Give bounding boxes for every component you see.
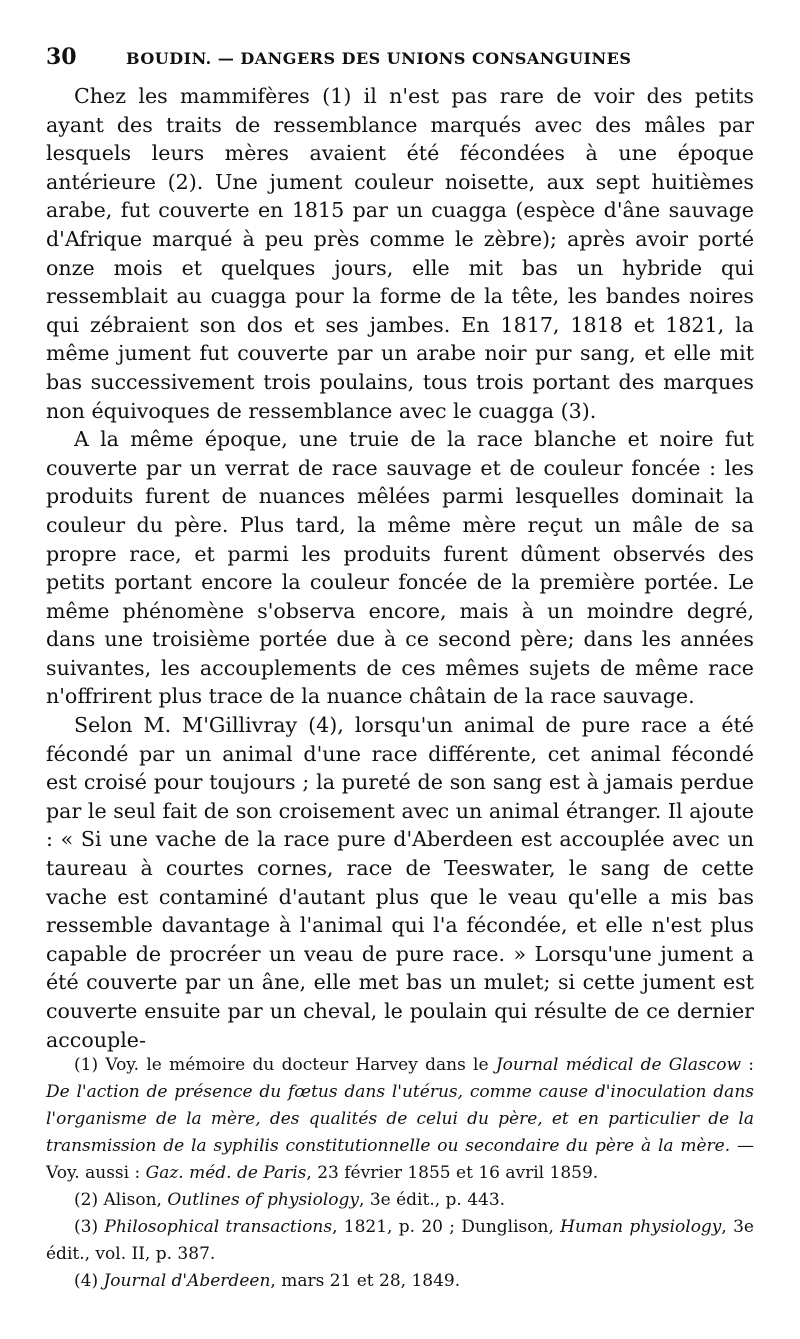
footnote-1-text-g: , 23 février 1855 et 16 avril 1859.: [306, 1163, 599, 1183]
footnote-4-text-a: (4): [74, 1271, 104, 1291]
footnote-2: [46, 1187, 754, 1214]
footnote-1-text-e: — Voy. aussi :: [46, 1136, 755, 1183]
footnote-4: [46, 1268, 754, 1295]
running-title: BOUDIN. — DANGERS DES UNIONS CONSANGUINES: [126, 49, 632, 68]
footnote-3-text-a: (3): [74, 1217, 105, 1237]
footnote-3-title-2: Human physiology: [560, 1217, 722, 1237]
footnote-1-journal: Journal médical de Glascow: [495, 1055, 741, 1075]
footnote-3-text-e: , 3e édit., vol. II, p. 387.: [46, 1217, 754, 1264]
footnote-2-title: Outlines of physiology: [167, 1190, 360, 1210]
paragraph-sow: A la même époque, une truie de la race blanche et noire fut couverte par un verrat de race sauvage et de couleur foncée : les produits furent de nuances mêlées parmi lesquelles dominait la couleur du père. Plus tard, la même mère reçut un mâle de sa propre race, et parmi les produits furent dûment observés des petits portant encore la couleur foncée de la première portée. Le même phénomène s'observa encore, mais à un moindre degré, dans une troisième portée due à ce second père; dans les années suivantes, les accouplements de ces mêmes sujets de même race n'offrirent plus trace de la nuance châtain de la race sauvage.: [46, 427, 754, 709]
footnote-1-text-c: :: [741, 1055, 754, 1075]
footnote-3: [46, 1214, 754, 1268]
footnote-2-text-a: (2) Alison,: [74, 1190, 168, 1210]
footnote-3-title-1: Philosophical transactions: [104, 1217, 333, 1237]
footnote-2-text-c: , 3e édit., p. 443.: [359, 1190, 506, 1210]
page-header: [46, 44, 766, 74]
footnote-1: [46, 1052, 754, 1187]
paragraph-mgillivray: Selon M. M'Gillivray (4), lorsqu'un animal de pure race a été fécondé par un animal d'une race différente, cet animal fécondé est croisé pour toujours ; la pureté de son sang est à jamais perdue par le seul fait de son croisement avec un animal étranger. Il ajoute : « Si une vache de la race pure d'Aberdeen est accouplée avec un taureau à courtes cornes, race de Teeswater, le sang de cette vache est contaminé d'autant plus que le veau qu'elle a mis bas ressemble davantage à l'animal qui l'a fécondée, et elle n'est plus capable de procréer un veau de pure race. » Lorsqu'une jument a été couverte par un âne, elle met bas un mulet; si cette jument est couverte ensuite par un cheval, le poulain qui résulte de ce dernier accouple-: [46, 713, 754, 1052]
footnotes: [46, 1052, 754, 1295]
paragraph-mammals: Chez les mammifères (1) il n'est pas rare de voir des petits ayant des traits de ressemblance marqués avec des mâles par lesquels leurs mères avaient été fécondées à une époque antérieure (2). Une jument couleur noisette, aux sept huitièmes arabe, fut couverte en 1815 par un cuagga (espèce d'âne sauvage d'Afrique marqué à peu près comme le zèbre); après avoir porté onze mois et quelques jours, elle mit bas un hybride qui ressemblait au cuagga pour la forme de la tête, les bandes noires qui zébraient son dos et ses jambes. En 1817, 1818 et 1821, la même jument fut couverte par un arabe noir pur sang, et elle mit bas successivement trois poulains, tous trois portant des marques non équivoques de ressemblance avec le cuagga (3).: [46, 84, 754, 423]
page-number: 30: [46, 44, 77, 70]
footnote-4-title: Journal d'Aberdeen: [103, 1271, 271, 1291]
footnote-4-text-c: , mars 21 et 28, 1849.: [270, 1271, 461, 1291]
footnote-1-gazette: Gaz. méd. de Paris: [145, 1163, 307, 1183]
footnote-3-text-c: , 1821, p. 20 ; Dunglison,: [332, 1217, 561, 1237]
body-text: [46, 82, 754, 1054]
footnote-1-text-a: (1) Voy. le mémoire du docteur Harvey dans le: [74, 1055, 496, 1075]
footnote-1-article-title: De l'action de présence du fœtus dans l'utérus, comme cause d'inoculation dans l'organisme de la mère, des qualités de celui du père, et en particulier de la transmission de la syphilis constitutionnelle ou secondaire du père à la mère.: [46, 1082, 754, 1156]
